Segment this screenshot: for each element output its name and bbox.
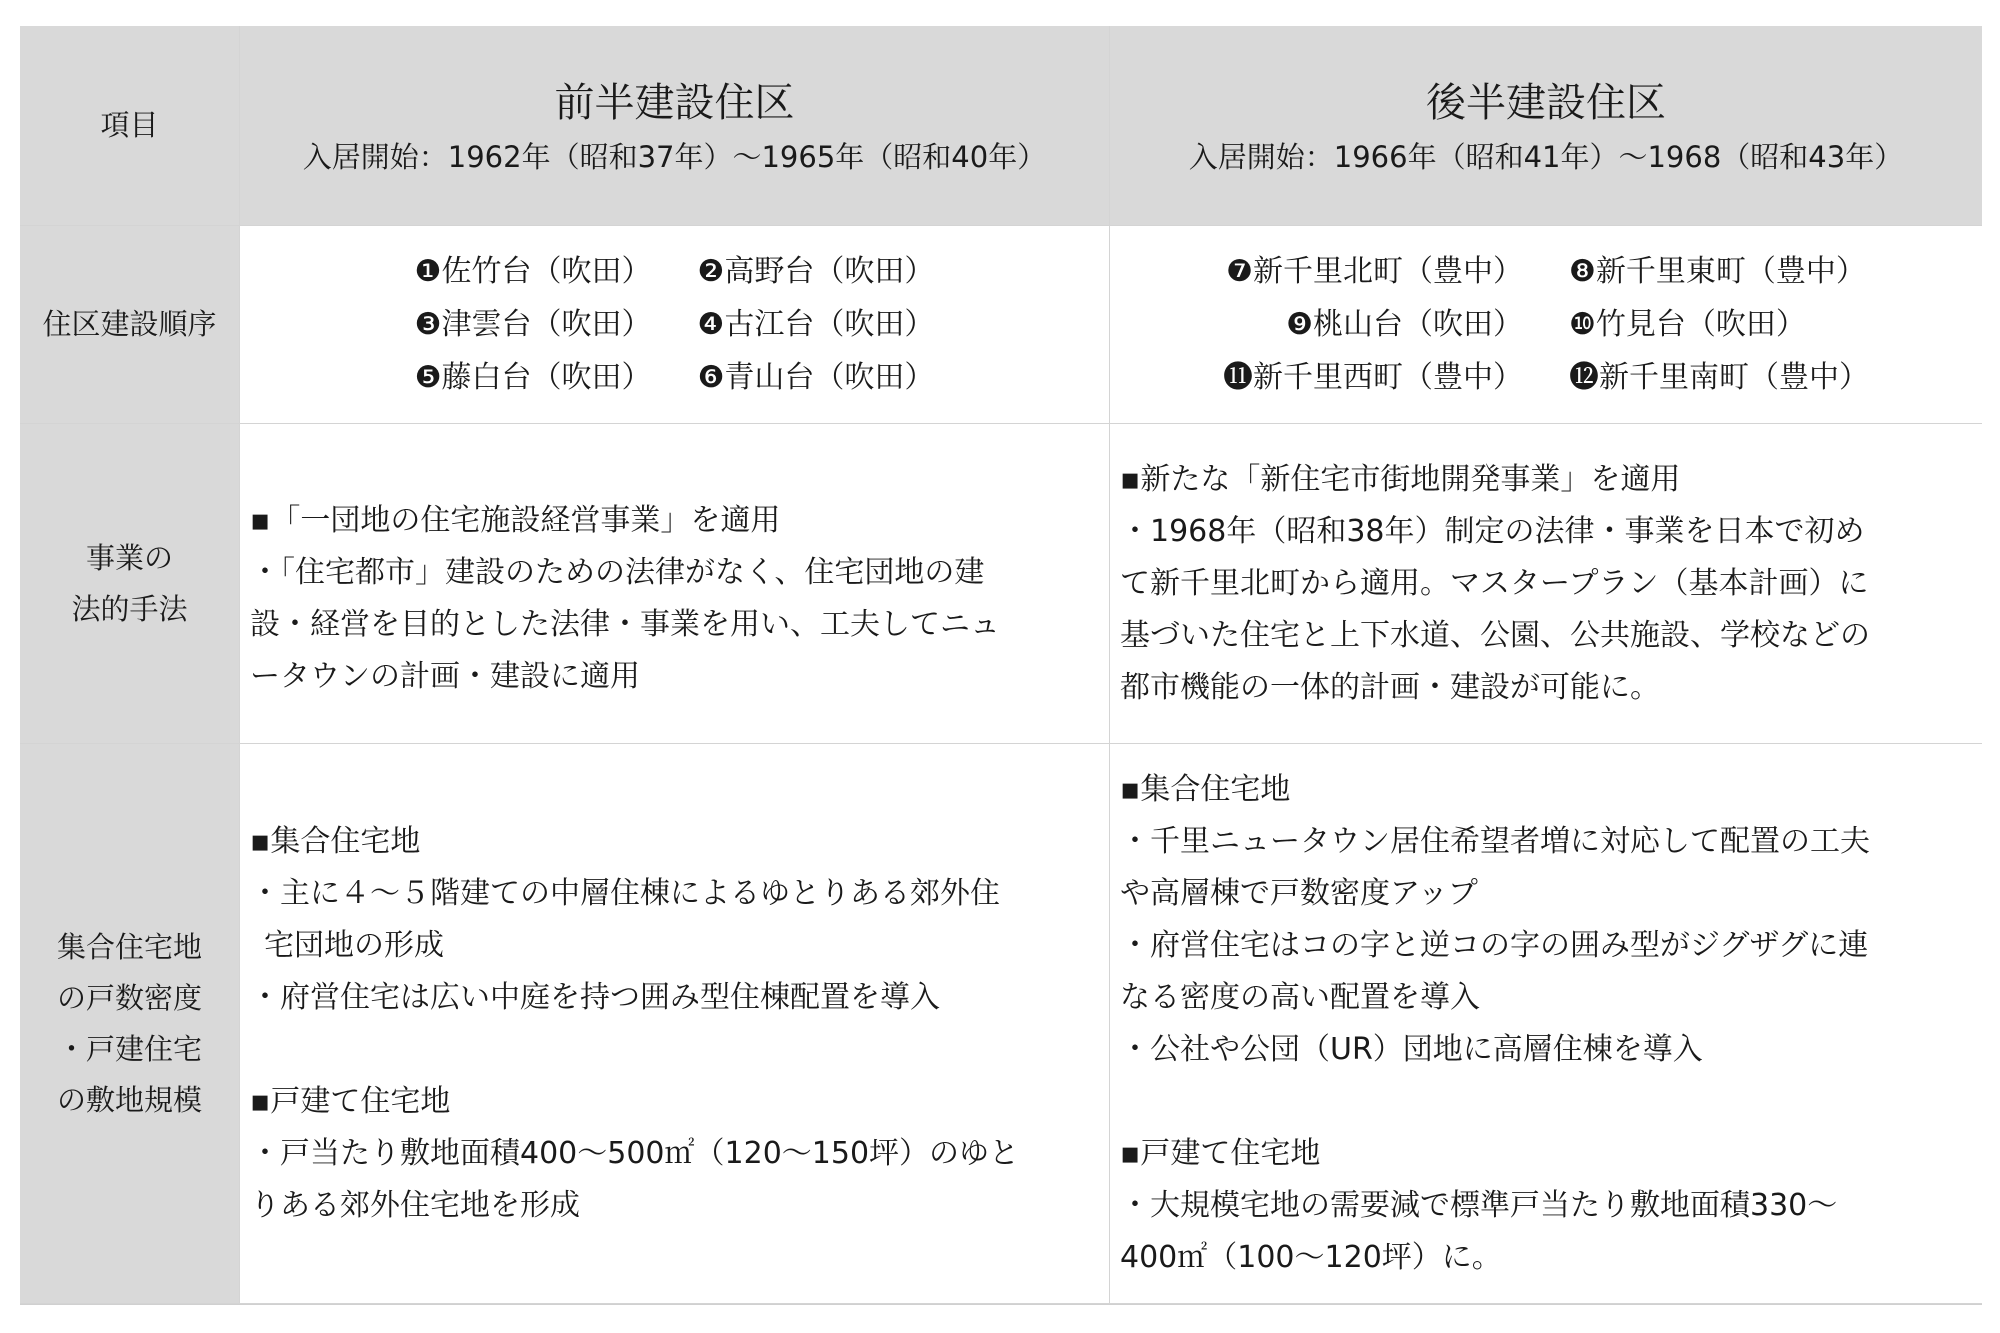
district-name: ❼新千里北町（豊中） <box>1226 254 1523 289</box>
district-name: ❾桃山台（吹田） <box>1286 307 1523 342</box>
district-name: ⓫新千里西町（豊中） <box>1223 360 1523 395</box>
density-second-cell <box>1110 744 1982 1304</box>
district-name: ❺藤白台（吹田） <box>414 360 652 395</box>
text-line: ・府営住宅は広い中庭を持つ囲み型住棟配置を導入 <box>250 979 940 1015</box>
label-line: の戸数密度 <box>56 980 202 1015</box>
text-line: ・府営住宅はコの字と逆コの字の囲み型がジグザグに連 <box>1120 927 1869 963</box>
legal-second-text <box>1110 424 1982 743</box>
first-half-subtitle: 入居開始：1962年（昭和37年）〜1965年（昭和40年） <box>302 139 1047 174</box>
density-label <box>57 922 202 1126</box>
district-name: ❷高野台（吹田） <box>697 254 935 289</box>
text-line: 宅団地の形成 <box>264 927 444 963</box>
text-line: ▪「一団地の住宅施設経営事業」を適用 <box>250 502 781 538</box>
district-name: ❿竹見台（吹田） <box>1569 307 1806 342</box>
text-line: 400㎡（100〜120坪）に。 <box>1120 1239 1502 1275</box>
order-second-cell <box>1110 226 1982 424</box>
order-row <box>1110 298 1982 351</box>
density-first-text <box>240 744 1109 1303</box>
order-first-list <box>240 226 1109 423</box>
text-line: 都市機能の一体的計画・建設が可能に。 <box>1120 669 1660 705</box>
legal-first-text <box>240 424 1109 743</box>
district-name: ❹古江台（吹田） <box>697 307 935 342</box>
text-line: ・大規模宅地の需要減で標準戸当たり敷地面積330〜 <box>1120 1187 1838 1223</box>
header-item-label: 項目 <box>100 108 159 142</box>
second-half-subtitle: 入居開始：1966年（昭和41年）〜1968（昭和43年） <box>1188 139 1904 174</box>
blank-line <box>250 1024 1095 1076</box>
label-line: ・戸建住宅 <box>56 1031 202 1066</box>
district-name: ❻青山台（吹田） <box>697 360 935 395</box>
order-label-cell <box>20 226 240 424</box>
text-line: ・主に４〜５階建ての中層住棟によるゆとりある郊外住 <box>250 875 1000 911</box>
text-line: ・千里ニュータウン居住希望者増に対応して配置の工夫 <box>1120 823 1870 859</box>
district-name: ❽新千里東町（豊中） <box>1569 254 1866 289</box>
second-half-title: 後半建設住区 <box>1426 79 1666 126</box>
legal-label <box>71 533 187 635</box>
text-line: ・1968年（昭和38年）制定の法律・事業を日本で初め <box>1120 513 1865 549</box>
text-line: ・「住宅都市」建設のための法律がなく、住宅団地の建 <box>250 554 985 590</box>
label-line: 集合住宅地 <box>56 929 202 964</box>
text-line: ・戸当たり敷地面積400〜500㎡（120〜150坪）のゆと <box>250 1135 1020 1171</box>
label-line: 事業の <box>85 540 173 575</box>
text-line: なる密度の高い配置を導入 <box>1120 979 1480 1015</box>
legal-label-cell <box>20 424 240 744</box>
district-name: ❶佐竹台（吹田） <box>414 254 652 289</box>
text-line: 設・経営を目的とした法律・事業を用い、工夫してニュ <box>250 606 1000 642</box>
header-first-half <box>240 26 1110 226</box>
density-second-text <box>1110 744 1982 1303</box>
text-line: ータウンの計画・建設に適用 <box>250 658 640 694</box>
text-line: 基づいた住宅と上下水道、公園、公共施設、学校などの <box>1120 617 1870 653</box>
order-row <box>1110 351 1982 404</box>
text-line: ▪集合住宅地 <box>1120 771 1291 807</box>
text-line: ▪戸建て住宅地 <box>250 1083 451 1119</box>
text-line: ▪新たな「新住宅市街地開発事業」を適用 <box>1120 461 1681 497</box>
header-item-cell <box>20 26 240 226</box>
district-name: ❸津雲台（吹田） <box>414 307 652 342</box>
comparison-table <box>20 26 1982 1305</box>
legal-first-cell <box>240 424 1110 744</box>
label-line: 法的手法 <box>71 591 188 626</box>
order-label: 住区建設順序 <box>42 307 217 341</box>
text-line: や高層棟で戸数密度アップ <box>1120 875 1478 911</box>
text-line: ▪集合住宅地 <box>250 823 421 859</box>
district-name: ⓬新千里南町（豊中） <box>1569 360 1869 395</box>
text-line: りある郊外住宅地を形成 <box>250 1187 580 1223</box>
density-label-cell <box>20 744 240 1304</box>
order-row <box>240 298 1109 351</box>
order-row <box>240 245 1109 298</box>
legal-second-cell <box>1110 424 1982 744</box>
order-first-cell <box>240 226 1110 424</box>
first-half-title: 前半建設住区 <box>554 79 795 126</box>
order-second-list <box>1110 226 1982 423</box>
text-line: ・公社や公団（UR）団地に高層住棟を導入 <box>1120 1031 1703 1067</box>
text-line: ▪戸建て住宅地 <box>1120 1135 1321 1171</box>
density-first-cell <box>240 744 1110 1304</box>
text-line: て新千里北町から適用。マスタープラン（基本計画）に <box>1120 565 1869 601</box>
order-row <box>240 351 1109 404</box>
order-row <box>1110 245 1982 298</box>
blank-line <box>1120 1076 1968 1128</box>
header-second-half <box>1110 26 1982 226</box>
label-line: の敷地規模 <box>56 1082 202 1117</box>
